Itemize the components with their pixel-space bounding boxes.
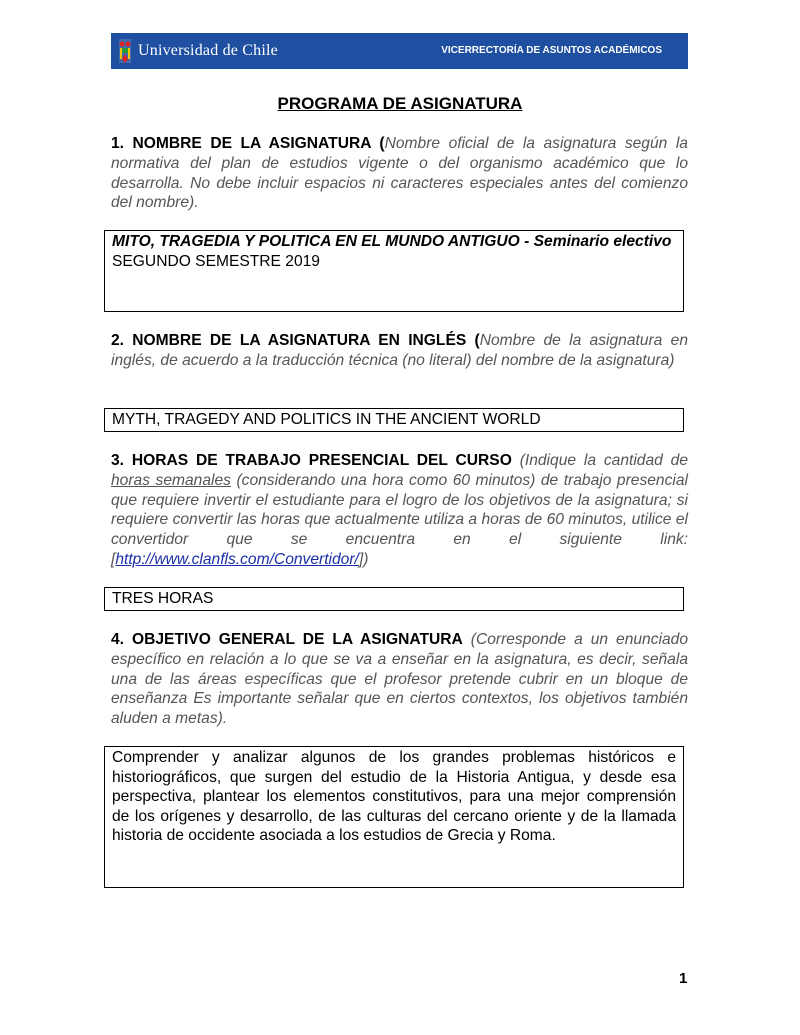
section-3-description: (considerando una hora como 60 minutos) de trabajo presencial que requiere invertir el estudiante para el logro de los objetivos de la asignatura; si requiere convertir las horas que actualmente utiliza a horas de 60 minutos, utilice el convertidor que se encuentra en el siguiente link: [: [111, 471, 688, 568]
section-1-description: Nombre oficial de la asignatura según la normativa del plan de estudios vigente o del organismo académico que lo desarrolla. No debe incluir espacios ni caracteres especiales antes del comienzo del nombre).: [111, 135, 688, 212]
weekly-hours: TRES HORAS: [112, 590, 214, 607]
section-2-description: Nombre de la asignatura en inglés, de acuerdo a la traducción técnica (no literal) del nombre de la asignatura): [111, 332, 688, 369]
course-semester: SEGUNDO SEMESTRE 2019: [112, 252, 320, 270]
converter-link[interactable]: http://www.clanfls.com/Convertidor/: [115, 550, 359, 568]
section-1-instructions: [111, 134, 688, 213]
section-3-heading: 3. HORAS DE TRABAJO PRESENCIAL DEL CURSO: [111, 452, 512, 469]
page-number: 1: [679, 970, 688, 987]
section-3-desc-prefix: (Indique la cantidad de: [519, 452, 688, 469]
section-3-instructions: [111, 451, 688, 570]
course-name-english: MYTH, TRAGEDY AND POLITICS IN THE ANCIENT WORLD: [112, 411, 541, 428]
section-4-heading: 4. OBJETIVO GENERAL DE LA ASIGNATURA: [111, 631, 463, 648]
section-3-desc-suffix: ]): [358, 550, 369, 568]
section-4-description: (Corresponde a un enunciado específico en relación a lo que se va a enseñar en la asignatura, es decir, señala una de las áreas específicas que el profesor pretende cubrir en un bloque de enseñanza Es importante señalar que en ciertos contextos, los objetivos también aluden a metas).: [111, 631, 688, 728]
section-3-underlined-term: horas semanales: [111, 471, 231, 489]
section-4-instructions: [111, 630, 688, 729]
university-crest-icon: [117, 37, 133, 65]
section-2-answer-box: [104, 408, 684, 432]
course-name: MITO, TRAGEDIA Y POLITICA EN EL MUNDO ANTIGUO - Seminario electivo: [112, 233, 672, 250]
section-2-instructions: [111, 331, 688, 371]
general-objective: Comprender y analizar algunos de los grandes problemas históricos e historiográficos, que surgen del estudio de la Historia Antigua, y desde esa perspectiva, plantear los elementos constitutivos, para una mejor comprensión de los orígenes y desarrollo, de las culturas del cercano oriente y de la llamada historia de occidente asociada a los estudios de Grecia y Roma.: [112, 749, 676, 845]
section-1-answer-box: [104, 230, 684, 312]
section-2-heading: 2. NOMBRE DE LA ASIGNATURA EN INGLÉS (: [111, 332, 480, 349]
institution-name: Universidad de Chile: [138, 42, 278, 59]
section-1-heading: 1. NOMBRE DE LA ASIGNATURA (: [111, 135, 385, 152]
section-3-answer-box: [104, 587, 684, 611]
header-banner: [111, 33, 688, 69]
department-name: VICERRECTORÍA DE ASUNTOS ACADÉMICOS: [441, 45, 662, 56]
page-title: PROGRAMA DE ASIGNATURA: [277, 94, 523, 113]
section-4-answer-box: [104, 746, 684, 888]
